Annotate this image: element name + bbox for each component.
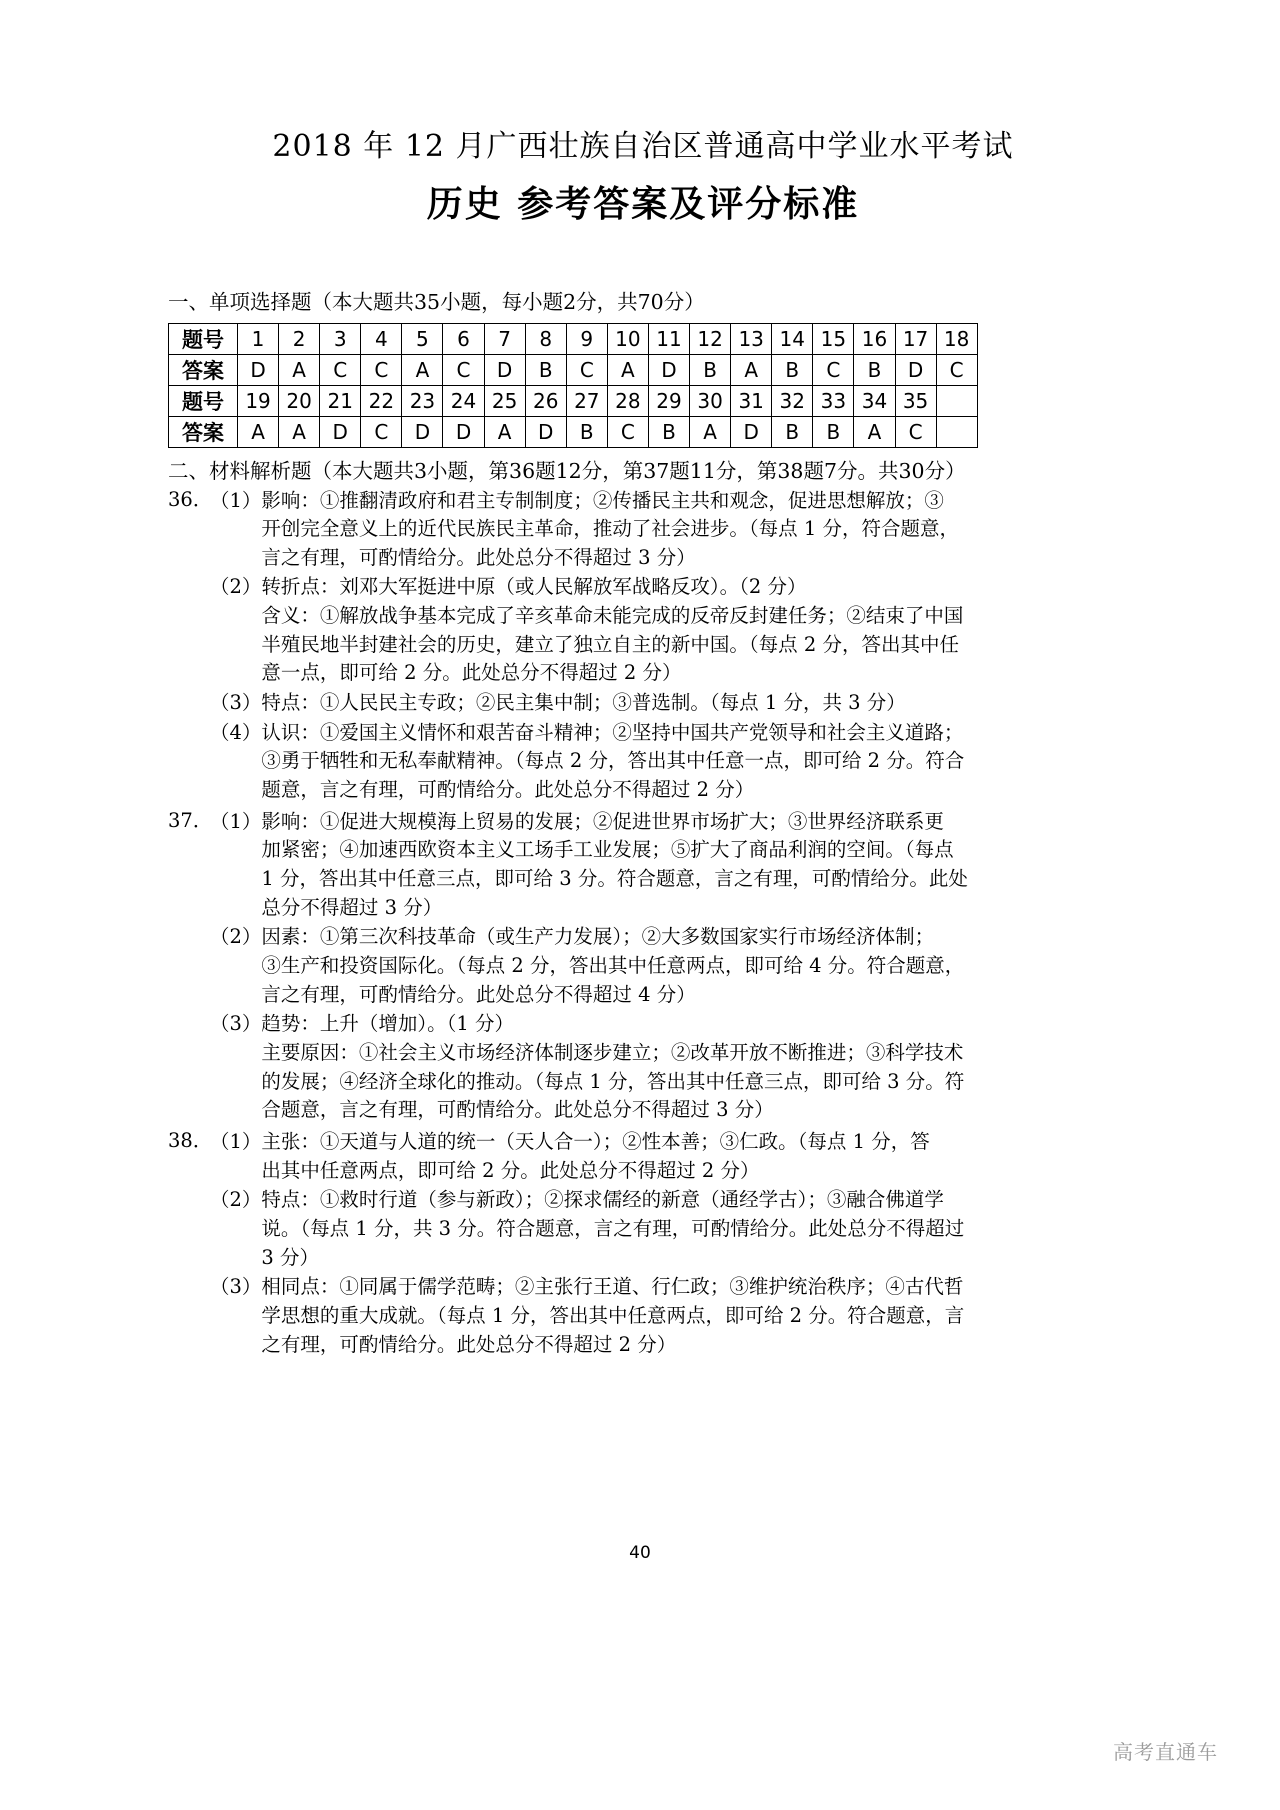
answer-cell: D [525, 416, 566, 447]
answer-line: 说。（每点 1 分，共 3 分。符合题意，言之有理，可酌情给分。此处总分不得超过 [261, 1216, 965, 1240]
sub-item [210, 1010, 1118, 1125]
sub-item-text [261, 1010, 1118, 1125]
question-block-38 [168, 1127, 1118, 1359]
question-number-cell: 32 [772, 385, 813, 416]
question-number-cell: 28 [607, 385, 648, 416]
answer-line: 加紧密；④加速西欧资本主义工场手工业发展；⑤扩大了商品利润的空间。（每点 [261, 838, 954, 862]
answer-line: 合题意，言之有理，可酌情给分。此处总分不得超过 3 分） [261, 1098, 774, 1122]
question-number-cell: 14 [772, 323, 813, 354]
row-header-number: 题号 [169, 323, 238, 354]
answer-line: 因素：①第三次科技革命（或生产力发展）；②大多数国家实行市场经济体制； [261, 925, 935, 949]
answer-cell: D [443, 416, 484, 447]
question-number-cell: 11 [648, 323, 689, 354]
sub-item [210, 487, 1118, 573]
question-body-36 [210, 486, 1118, 805]
answer-cell: C [813, 354, 854, 385]
question-number-cell: 12 [690, 323, 731, 354]
answer-line: ③生产和投资国际化。（每点 2 分，答出其中任意两点，即可给 4 分。符合题意， [261, 954, 965, 977]
sub-item-label: （1） [210, 488, 262, 512]
answer-cell: B [525, 354, 566, 385]
answer-key-table [168, 323, 978, 448]
question-number-cell: 30 [690, 385, 731, 416]
sub-item-text [261, 1273, 1118, 1359]
sub-item-text [261, 923, 1118, 1009]
answer-line: 主张：①天道与人道的统一（天人合一）；②性本善；③仁政。（每点 1 分，答 [261, 1129, 930, 1153]
question-number-cell: 34 [854, 385, 895, 416]
watermark-text: 高考直通车 [1113, 1740, 1218, 1764]
sub-item-label: （2） [210, 1188, 262, 1212]
sub-item-text [261, 1186, 1118, 1272]
answer-line: 言之有理，可酌情给分。此处总分不得超过 3 分） [261, 545, 696, 569]
answer-line: 题意，言之有理，可酌情给分。此处总分不得超过 2 分） [261, 778, 755, 802]
row-header-number: 题号 [169, 385, 238, 416]
answer-cell: A [690, 416, 731, 447]
answer-line: 开创完全意义上的近代民族民主革命，推动了社会进步。（每点 1 分，符合题意， [261, 517, 959, 541]
row-header-answer: 答案 [169, 416, 238, 447]
sub-item [210, 1128, 1118, 1185]
question-body-37 [210, 807, 1118, 1125]
answer-line: 相同点：①同属于儒学范畴；②主张行王道、行仁政；③维护统治秩序；④古代哲 [261, 1275, 964, 1299]
question-number-cell: 33 [813, 385, 854, 416]
answer-line: 出其中任意两点，即可给 2 分。此处总分不得超过 2 分） [261, 1158, 760, 1182]
answer-cell: C [607, 416, 648, 447]
answer-cell: B [772, 416, 813, 447]
question-number-cell: 35 [895, 385, 936, 416]
answer-cell: D [320, 416, 361, 447]
question-number-cell: 10 [607, 323, 648, 354]
answer-line: 学思想的重大成就。（每点 1 分，答出其中任意两点，即可给 2 分。符合题意，言 [261, 1303, 965, 1327]
question-number-cell: 5 [402, 323, 443, 354]
sub-item [210, 1273, 1118, 1359]
answer-line: 主要原因：①社会主义市场经济体制逐步建立；②改革开放不断推进；③科学技术 [261, 1040, 964, 1064]
table-row-numbers-1 [169, 323, 978, 354]
answer-cell: B [772, 354, 813, 385]
answer-line: 半殖民地半封建社会的历史，建立了独立自主的新中国。（每点 2 分，答出其中任 [261, 632, 959, 656]
sub-item-label: （1） [210, 1129, 262, 1153]
answer-cell: B [566, 416, 607, 447]
question-number-37: 37． [168, 808, 213, 832]
section-one-heading: 一、单项选择题（本大题共35小题，每小题2分，共70分） [168, 289, 705, 314]
page-subtitle: 历史 参考答案及评分标准 [426, 183, 860, 225]
answer-cell: C [895, 416, 936, 447]
question-number-cell: 22 [361, 385, 402, 416]
answer-cell: D [648, 354, 689, 385]
question-number-cell: 13 [731, 323, 772, 354]
question-block-37 [168, 807, 1118, 1125]
question-number-cell: 29 [648, 385, 689, 416]
answer-line: 特点：①人民民主专政；②民主集中制；③普选制。（每点 1 分，共 3 分） [261, 691, 906, 715]
sub-item [210, 573, 1118, 688]
sub-item-text [261, 487, 1118, 573]
question-number-cell: 27 [566, 385, 607, 416]
answer-line: 之有理，可酌情给分。此处总分不得超过 2 分） [261, 1332, 677, 1356]
answer-line: 特点：①救时行道（参与新政）；②探求儒经的新意（通经学古）；③融合佛道学 [261, 1188, 944, 1212]
answer-cell: C [320, 354, 361, 385]
page-title: 2018 年 12 月广西壮族自治区普通高中学业水平考试 [272, 129, 1014, 164]
answer-line: 意一点，即可给 2 分。此处总分不得超过 2 分） [261, 661, 682, 685]
answer-cell: C [361, 354, 402, 385]
question-number-cell: 15 [813, 323, 854, 354]
sub-item-label: （1） [210, 809, 262, 833]
answer-line: 影响：①推翻清政府和君主专制制度；②传播民主共和观念，促进思想解放；③ [261, 488, 944, 512]
answer-cell: D [731, 416, 772, 447]
answer-line: 言之有理，可酌情给分。此处总分不得超过 4 分） [261, 982, 696, 1006]
question-number-cell: 23 [402, 385, 443, 416]
answer-cell: A [731, 354, 772, 385]
question-number-cell: 9 [566, 323, 607, 354]
question-number-cell: 6 [443, 323, 484, 354]
answer-cell: D [895, 354, 936, 385]
question-number-cell: 19 [238, 385, 279, 416]
page-content [168, 0, 1118, 1359]
sub-item-text [261, 573, 1118, 688]
sub-item [210, 808, 1118, 923]
answer-cell: A [854, 416, 895, 447]
answer-cell: A [238, 416, 279, 447]
answer-line: 3 分） [261, 1245, 320, 1269]
sub-item-text [261, 719, 1118, 805]
question-block-36 [168, 486, 1118, 805]
answer-line: 转折点：刘邓大军挺进中原（或人民解放军战略反攻）。（2 分） [261, 575, 807, 599]
answer-cell: C [443, 354, 484, 385]
answer-cell: D [402, 416, 443, 447]
question-number-36: 36． [168, 487, 213, 511]
sub-item-label: （2） [210, 575, 262, 599]
question-number-cell: 24 [443, 385, 484, 416]
question-number-cell: 25 [484, 385, 525, 416]
sub-item-label: （3） [210, 1275, 262, 1299]
answer-line: 趋势：上升（增加）。（1 分） [261, 1012, 515, 1036]
answer-line: 1 分，答出其中任意三点，即可给 3 分。符合题意，言之有理，可酌情给分。此处 [261, 867, 968, 891]
answer-line: 影响：①促进大规模海上贸易的发展；②促进世界市场扩大；③世界经济联系更 [261, 809, 944, 833]
question-number-cell: 3 [320, 323, 361, 354]
sub-item [210, 923, 1118, 1009]
answer-line: 总分不得超过 3 分） [261, 895, 443, 919]
sub-item [210, 719, 1118, 805]
sub-item-label: （2） [210, 925, 262, 949]
table-row-answers-1 [169, 354, 978, 385]
answer-line: ③勇于牺牲和无私奉献精神。（每点 2 分，答出其中任意一点，即可给 2 分。符合 [261, 749, 965, 773]
answer-cell: A [607, 354, 648, 385]
sub-item [210, 1186, 1118, 1272]
answer-cell: A [484, 416, 525, 447]
question-number-cell: 7 [484, 323, 525, 354]
answer-cell: A [279, 354, 320, 385]
empty-cell [936, 385, 977, 416]
answer-cell: C [566, 354, 607, 385]
answer-cell: A [279, 416, 320, 447]
sub-item-label: （4） [210, 720, 262, 744]
question-number-cell: 1 [238, 323, 279, 354]
sub-item-label: （3） [210, 691, 262, 715]
sub-item-text [261, 808, 1118, 923]
answer-line: 含义：①解放战争基本完成了辛亥革命未能完成的反帝反封建任务；②结束了中国 [261, 604, 964, 628]
answer-line: 认识：①爱国主义情怀和艰苦奋斗精神；②坚持中国共产党领导和社会主义道路； [261, 720, 964, 744]
question-number-cell: 31 [731, 385, 772, 416]
page-number: 40 [629, 1543, 651, 1563]
question-number-cell: 8 [525, 323, 566, 354]
answer-cell: D [238, 354, 279, 385]
question-number-cell: 18 [936, 323, 977, 354]
answer-cell: B [690, 354, 731, 385]
answer-cell: B [813, 416, 854, 447]
question-number-cell: 20 [279, 385, 320, 416]
answer-line: 的发展；④经济全球化的推动。（每点 1 分，答出其中任意三点，即可给 3 分。符 [261, 1069, 965, 1093]
answer-cell: C [361, 416, 402, 447]
table-row-answers-2 [169, 416, 978, 447]
answer-cell: D [484, 354, 525, 385]
question-number-cell: 17 [895, 323, 936, 354]
sub-item-label: （3） [210, 1012, 262, 1036]
sub-item [210, 689, 1118, 718]
question-number-38: 38． [168, 1128, 213, 1152]
question-number-cell: 16 [854, 323, 895, 354]
sub-item-text [261, 1128, 1118, 1185]
answer-cell: C [936, 354, 977, 385]
answer-cell: B [648, 416, 689, 447]
row-header-answer: 答案 [169, 354, 238, 385]
question-number-cell: 4 [361, 323, 402, 354]
table-row-numbers-2 [169, 385, 978, 416]
section-two-heading: 二、材料解析题（本大题共3小题，第36题12分，第37题11分，第38题7分。共30分） [168, 458, 966, 483]
empty-cell [936, 416, 977, 447]
answer-cell: A [402, 354, 443, 385]
question-number-cell: 26 [525, 385, 566, 416]
question-number-cell: 2 [279, 323, 320, 354]
question-body-38 [210, 1127, 1118, 1359]
question-number-cell: 21 [320, 385, 361, 416]
answer-cell: B [854, 354, 895, 385]
sub-item-text [261, 689, 1118, 718]
